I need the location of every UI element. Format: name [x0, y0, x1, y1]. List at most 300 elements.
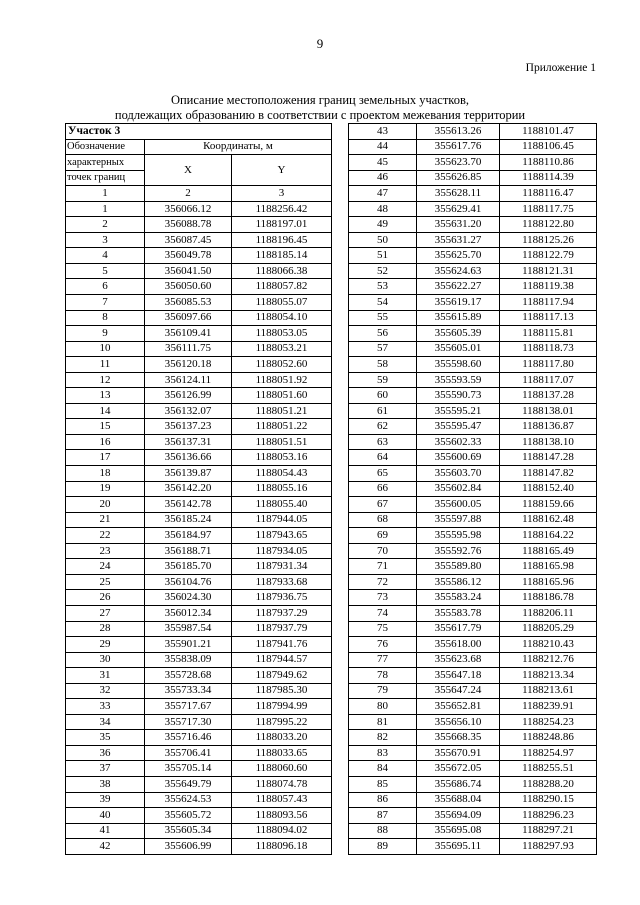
table-row: [349, 590, 597, 606]
coord-y: 1188051.22: [232, 419, 332, 435]
point-number: 12: [66, 372, 145, 388]
table-row: [66, 528, 332, 544]
table-row: [66, 341, 332, 357]
coord-x: 355716.46: [145, 730, 232, 746]
point-number: 6: [66, 279, 145, 295]
coord-x: 355595.47: [417, 419, 500, 435]
coord-y: 1188119.38: [500, 279, 597, 295]
header-row-1: [66, 139, 332, 155]
table-row: [349, 683, 597, 699]
coord-y: 1188122.80: [500, 217, 597, 233]
coord-x: 355672.05: [417, 761, 500, 777]
point-number: 28: [66, 621, 145, 637]
table-row: [66, 761, 332, 777]
point-number: 66: [349, 481, 417, 497]
table-row: [349, 808, 597, 824]
table-row: [66, 419, 332, 435]
table-row: [66, 668, 332, 684]
coord-y: 1188110.86: [500, 155, 597, 171]
coord-y: 1188138.10: [500, 434, 597, 450]
table-row: [349, 155, 597, 171]
coord-y: 1188051.51: [232, 434, 332, 450]
coord-x: 355733.34: [145, 683, 232, 699]
parcel-label: Участок 3: [66, 124, 332, 140]
table-row: [66, 808, 332, 824]
coord-y: 1188051.60: [232, 388, 332, 404]
coord-y: 1188066.38: [232, 263, 332, 279]
table-row: [66, 450, 332, 466]
coord-y: 1188060.60: [232, 761, 332, 777]
table-row: [349, 326, 597, 342]
table-row: [349, 450, 597, 466]
coord-x: 355631.27: [417, 232, 500, 248]
table-row: [66, 605, 332, 621]
coord-y: 1188136.87: [500, 419, 597, 435]
table-row: [66, 497, 332, 513]
point-number: 48: [349, 201, 417, 217]
coord-x: 355623.70: [417, 155, 500, 171]
point-number: 9: [66, 326, 145, 342]
coord-y: 1188117.07: [500, 372, 597, 388]
table-row: [349, 217, 597, 233]
coord-x: 356185.70: [145, 559, 232, 575]
point-number: 83: [349, 745, 417, 761]
point-number: 82: [349, 730, 417, 746]
coord-x: 356137.31: [145, 434, 232, 450]
coord-x: 355605.39: [417, 326, 500, 342]
table-row: [66, 295, 332, 311]
coord-x: 355629.41: [417, 201, 500, 217]
coord-y: 1188033.20: [232, 730, 332, 746]
table-row: [66, 543, 332, 559]
table-row: [349, 372, 597, 388]
point-number: 40: [66, 808, 145, 824]
point-number: 50: [349, 232, 417, 248]
coord-x: 356097.66: [145, 310, 232, 326]
table-row: [349, 823, 597, 839]
coord-x: 355728.68: [145, 668, 232, 684]
coord-y: 1187937.79: [232, 621, 332, 637]
table-row: [349, 745, 597, 761]
coord-x: 355626.85: [417, 170, 500, 186]
header-numbers-row: [66, 186, 332, 202]
point-number: 14: [66, 403, 145, 419]
coord-y: 1188248.86: [500, 730, 597, 746]
coord-y: 1187995.22: [232, 714, 332, 730]
coord-x: 355649.79: [145, 776, 232, 792]
table-row: [66, 248, 332, 264]
coord-y: 1188055.16: [232, 481, 332, 497]
table-row: [66, 590, 332, 606]
table-row: [349, 139, 597, 155]
coord-y: 1188093.56: [232, 808, 332, 824]
point-number: 45: [349, 155, 417, 171]
point-number: 44: [349, 139, 417, 155]
coord-x: 356085.53: [145, 295, 232, 311]
coord-x: 355590.73: [417, 388, 500, 404]
coord-y: 1187931.34: [232, 559, 332, 575]
coord-y: 1188186.78: [500, 590, 597, 606]
header-x: X: [145, 155, 232, 186]
coord-x: 356066.12: [145, 201, 232, 217]
point-number: 54: [349, 295, 417, 311]
coord-x: 355615.89: [417, 310, 500, 326]
coord-x: 355647.24: [417, 683, 500, 699]
table-row: [66, 714, 332, 730]
point-number: 77: [349, 652, 417, 668]
header-num-1: 1: [66, 186, 145, 202]
coord-y: 1188116.47: [500, 186, 597, 202]
point-number: 19: [66, 481, 145, 497]
coord-x: 355617.79: [417, 621, 500, 637]
coord-x: 355706.41: [145, 745, 232, 761]
coord-y: 1188117.94: [500, 295, 597, 311]
coord-y: 1188033.65: [232, 745, 332, 761]
table-row: [349, 124, 597, 140]
header-row-2: [66, 155, 332, 171]
point-number: 21: [66, 512, 145, 528]
header-coordinates: Координаты, м: [145, 139, 332, 155]
header-num-2: 2: [145, 186, 232, 202]
coord-y: 1188051.21: [232, 403, 332, 419]
coord-x: 355602.33: [417, 434, 500, 450]
coord-x: 356126.99: [145, 388, 232, 404]
point-number: 22: [66, 528, 145, 544]
point-number: 69: [349, 528, 417, 544]
point-number: 2: [66, 217, 145, 233]
table-row: [66, 621, 332, 637]
coord-y: 1188053.05: [232, 326, 332, 342]
table-row: [66, 466, 332, 482]
table-row: [66, 776, 332, 792]
coord-x: 355583.78: [417, 605, 500, 621]
table-row: [66, 217, 332, 233]
coord-y: 1188165.98: [500, 559, 597, 575]
coord-y: 1188296.23: [500, 808, 597, 824]
coord-y: 1188054.10: [232, 310, 332, 326]
coordinates-table-right: [348, 123, 597, 855]
coord-y: 1188164.22: [500, 528, 597, 544]
coord-x: 355592.76: [417, 543, 500, 559]
coord-y: 1188205.29: [500, 621, 597, 637]
point-number: 3: [66, 232, 145, 248]
coord-x: 355586.12: [417, 574, 500, 590]
coord-x: 355618.00: [417, 637, 500, 653]
point-number: 39: [66, 792, 145, 808]
coord-x: 356012.34: [145, 605, 232, 621]
coord-x: 355987.54: [145, 621, 232, 637]
coord-y: 1187936.75: [232, 590, 332, 606]
table-row: [66, 310, 332, 326]
table-row: [349, 543, 597, 559]
coord-x: 355647.18: [417, 668, 500, 684]
coord-x: 355901.21: [145, 637, 232, 653]
table-row: [66, 481, 332, 497]
table-row: [66, 574, 332, 590]
coord-x: 355670.91: [417, 745, 500, 761]
coord-y: 1188197.01: [232, 217, 332, 233]
point-number: 89: [349, 839, 417, 855]
coord-x: 355695.11: [417, 839, 500, 855]
coord-y: 1188115.81: [500, 326, 597, 342]
coord-y: 1188138.01: [500, 403, 597, 419]
coord-y: 1187943.65: [232, 528, 332, 544]
coord-x: 355717.30: [145, 714, 232, 730]
coord-x: 355628.11: [417, 186, 500, 202]
point-number: 27: [66, 605, 145, 621]
coord-y: 1188057.82: [232, 279, 332, 295]
point-number: 56: [349, 326, 417, 342]
table-row: [66, 839, 332, 855]
coord-x: 356142.20: [145, 481, 232, 497]
point-number: 62: [349, 419, 417, 435]
table-row: [66, 326, 332, 342]
point-number: 63: [349, 434, 417, 450]
point-number: 5: [66, 263, 145, 279]
coord-y: 1187933.68: [232, 574, 332, 590]
coord-x: 355623.68: [417, 652, 500, 668]
coord-x: 356132.07: [145, 403, 232, 419]
table-row: [349, 652, 597, 668]
coord-y: 1188117.13: [500, 310, 597, 326]
table-row: [349, 528, 597, 544]
coord-y: 1188159.66: [500, 497, 597, 513]
coord-y: 1188255.51: [500, 761, 597, 777]
coord-x: 355600.69: [417, 450, 500, 466]
coord-y: 1188121.31: [500, 263, 597, 279]
point-number: 26: [66, 590, 145, 606]
coord-x: 356087.45: [145, 232, 232, 248]
point-number: 81: [349, 714, 417, 730]
table-row: [349, 263, 597, 279]
coord-x: 355668.35: [417, 730, 500, 746]
table-row: [66, 823, 332, 839]
coord-x: 355652.81: [417, 699, 500, 715]
coord-x: 355705.14: [145, 761, 232, 777]
table-row: [349, 512, 597, 528]
point-number: 16: [66, 434, 145, 450]
coordinates-table-left: [65, 123, 332, 855]
table-row: [349, 761, 597, 777]
coord-x: 355605.72: [145, 808, 232, 824]
coord-x: 355593.59: [417, 372, 500, 388]
table-row: [66, 699, 332, 715]
point-number: 58: [349, 357, 417, 373]
coord-y: 1188106.45: [500, 139, 597, 155]
table-row: [66, 201, 332, 217]
table-row: [349, 248, 597, 264]
point-number: 36: [66, 745, 145, 761]
document-title: [60, 93, 580, 123]
coord-x: 355688.04: [417, 792, 500, 808]
coord-x: 356024.30: [145, 590, 232, 606]
coord-x: 355605.01: [417, 341, 500, 357]
coord-x: 355694.09: [417, 808, 500, 824]
table-row: [349, 419, 597, 435]
table-row: [66, 512, 332, 528]
coord-x: 356120.18: [145, 357, 232, 373]
coord-y: 1187937.29: [232, 605, 332, 621]
point-number: 29: [66, 637, 145, 653]
table-row: [66, 403, 332, 419]
coord-x: 355600.05: [417, 497, 500, 513]
coord-x: 356139.87: [145, 466, 232, 482]
point-number: 24: [66, 559, 145, 575]
table-row: [66, 730, 332, 746]
point-number: 75: [349, 621, 417, 637]
point-number: 46: [349, 170, 417, 186]
coord-x: 355598.60: [417, 357, 500, 373]
point-number: 86: [349, 792, 417, 808]
point-number: 68: [349, 512, 417, 528]
point-number: 11: [66, 357, 145, 373]
coord-y: 1187941.76: [232, 637, 332, 653]
coord-x: 355838.09: [145, 652, 232, 668]
table-row: [349, 201, 597, 217]
table-row: [349, 699, 597, 715]
point-number: 84: [349, 761, 417, 777]
coord-y: 1188239.91: [500, 699, 597, 715]
table-row: [349, 730, 597, 746]
point-number: 8: [66, 310, 145, 326]
table-row: [349, 605, 597, 621]
coord-y: 1188165.96: [500, 574, 597, 590]
coord-x: 355603.70: [417, 466, 500, 482]
point-number: 17: [66, 450, 145, 466]
coord-x: 356136.66: [145, 450, 232, 466]
coord-x: 356104.76: [145, 574, 232, 590]
table-row: [349, 792, 597, 808]
point-number: 37: [66, 761, 145, 777]
table-row: [349, 466, 597, 482]
point-number: 18: [66, 466, 145, 482]
table-row: [349, 310, 597, 326]
coord-y: 1188254.23: [500, 714, 597, 730]
table-row: [349, 481, 597, 497]
coord-x: 355589.80: [417, 559, 500, 575]
coord-y: 1188137.28: [500, 388, 597, 404]
point-number: 51: [349, 248, 417, 264]
point-number: 79: [349, 683, 417, 699]
point-number: 31: [66, 668, 145, 684]
table-row: [349, 279, 597, 295]
coord-y: 1188212.76: [500, 652, 597, 668]
point-number: 57: [349, 341, 417, 357]
coord-x: 355624.53: [145, 792, 232, 808]
table-row: [349, 403, 597, 419]
coord-y: 1187994.99: [232, 699, 332, 715]
point-number: 78: [349, 668, 417, 684]
point-number: 55: [349, 310, 417, 326]
point-number: 42: [66, 839, 145, 855]
point-number: 71: [349, 559, 417, 575]
coord-y: 1188213.61: [500, 683, 597, 699]
table-row: [349, 170, 597, 186]
right-table-body: [349, 124, 597, 855]
coord-x: 356184.97: [145, 528, 232, 544]
point-number: 34: [66, 714, 145, 730]
header-y: Y: [232, 155, 332, 186]
table-row: [349, 574, 597, 590]
table-row: [349, 388, 597, 404]
coord-y: 1188055.40: [232, 497, 332, 513]
coord-y: 1188117.75: [500, 201, 597, 217]
coord-y: 1188147.82: [500, 466, 597, 482]
point-number: 47: [349, 186, 417, 202]
coord-x: 355686.74: [417, 776, 500, 792]
coord-y: 1188297.21: [500, 823, 597, 839]
table-row: [349, 497, 597, 513]
table-row: [66, 263, 332, 279]
coord-y: 1188118.73: [500, 341, 597, 357]
coord-y: 1188206.11: [500, 605, 597, 621]
point-number: 72: [349, 574, 417, 590]
table-row: [349, 232, 597, 248]
coord-y: 1188185.14: [232, 248, 332, 264]
coord-y: 1188101.47: [500, 124, 597, 140]
point-number: 33: [66, 699, 145, 715]
coord-y: 1188196.45: [232, 232, 332, 248]
point-number: 88: [349, 823, 417, 839]
table-row: [349, 295, 597, 311]
coord-y: 1188297.93: [500, 839, 597, 855]
point-number: 80: [349, 699, 417, 715]
coord-x: 355624.63: [417, 263, 500, 279]
coord-x: 355595.21: [417, 403, 500, 419]
table-row: [349, 559, 597, 575]
table-row: [66, 652, 332, 668]
point-number: 76: [349, 637, 417, 653]
coord-y: 1188057.43: [232, 792, 332, 808]
table-row: [349, 621, 597, 637]
page-number: 9: [316, 36, 324, 51]
coord-y: 1188288.20: [500, 776, 597, 792]
coord-x: 356124.11: [145, 372, 232, 388]
point-number: 38: [66, 776, 145, 792]
header-num-3: 3: [232, 186, 332, 202]
table-row: [349, 776, 597, 792]
coord-y: 1187949.62: [232, 668, 332, 684]
coord-y: 1188162.48: [500, 512, 597, 528]
coord-y: 1188254.97: [500, 745, 597, 761]
coord-x: 356109.41: [145, 326, 232, 342]
coord-x: 355656.10: [417, 714, 500, 730]
coord-x: 355695.08: [417, 823, 500, 839]
point-number: 61: [349, 403, 417, 419]
table-row: [66, 745, 332, 761]
point-number: 1: [66, 201, 145, 217]
point-number: 87: [349, 808, 417, 824]
coord-y: 1188290.15: [500, 792, 597, 808]
point-number: 74: [349, 605, 417, 621]
table-row: [66, 683, 332, 699]
coord-y: 1188117.80: [500, 357, 597, 373]
coord-y: 1188114.39: [500, 170, 597, 186]
coord-y: 1187985.30: [232, 683, 332, 699]
coord-x: 356049.78: [145, 248, 232, 264]
point-number: 32: [66, 683, 145, 699]
appendix-label: Приложение 1: [525, 62, 596, 74]
point-number: 85: [349, 776, 417, 792]
point-number: 65: [349, 466, 417, 482]
coord-y: 1188165.49: [500, 543, 597, 559]
table-row: [66, 232, 332, 248]
coord-x: 355622.27: [417, 279, 500, 295]
coord-x: 356088.78: [145, 217, 232, 233]
title-line-2: подлежащих образованию в соответствии с проектом межевания территории: [114, 108, 526, 122]
coord-y: 1187934.05: [232, 543, 332, 559]
point-number: 15: [66, 419, 145, 435]
